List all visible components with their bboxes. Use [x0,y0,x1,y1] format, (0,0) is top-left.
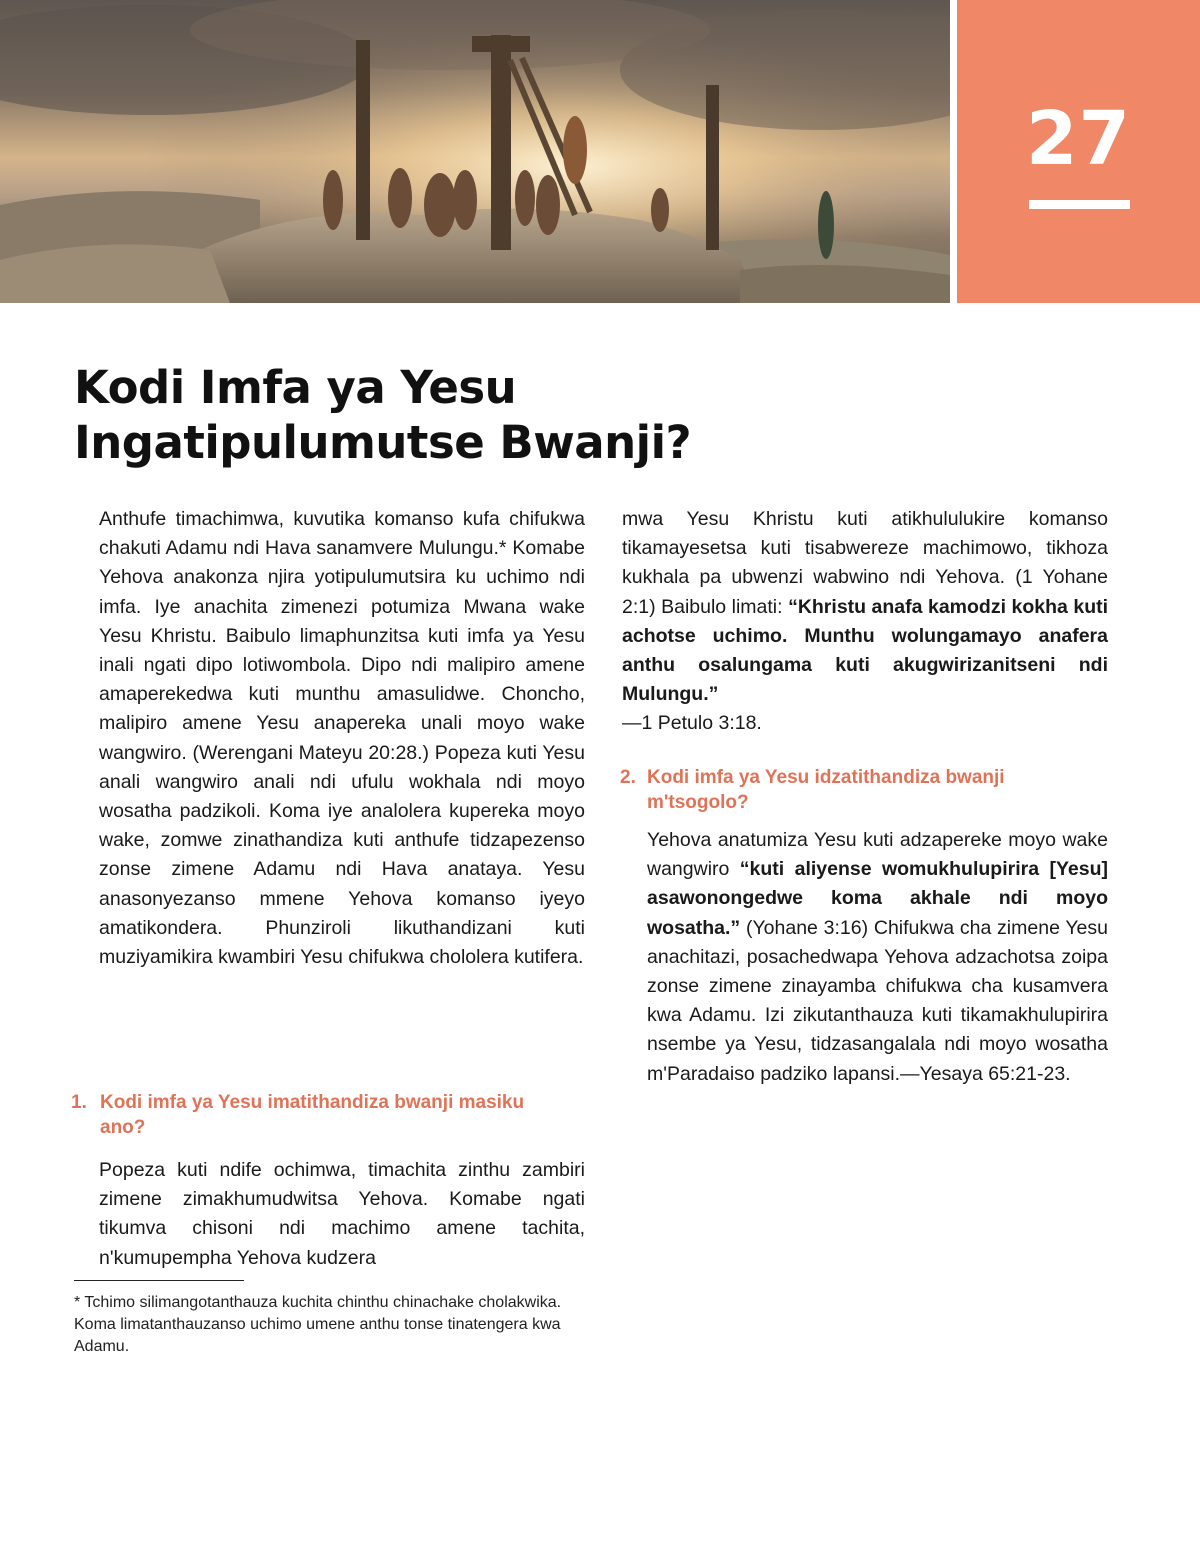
section-2-answer-after: (Yohane 3:16) Chifukwa cha zimene Yesu anachitazi, posachedwapa Yehova adzachotsa zoipa zonse zimene zinayamba chifukwa cha kusamvera kwa Adamu. Izi zikutanthauza kuti tikamakhulupirira nsembe ya Yesu, tidzasangalala ndi moyo wosatha m'Paradaiso padziko lapansi.—Yesaya 65:21-23. [647,916,1108,1085]
title-line-1: Kodi Imfa ya Yesu [74,361,517,414]
section-2-answer [647,826,1108,1089]
footnote: * Tchimo silimangotanthauza kuchita chinthu chinachake cholakwika. Koma limatanthauzanso uchimo umene anthu tonse tinatengera kwa Adamu. [74,1294,562,1355]
intro-paragraph: Anthufe timachimwa, kuvutika komanso kufa chifukwa chakuti Adamu ndi Hava sanamvere Mulungu.* Komabe Yehova anakonza njira yotipulumutsira ku uchimo ndi imfa. Iye anachita zimenezi potumiza Mwana wake Yesu Khristu. Baibulo limaphunzitsa kuti imfa ya Yesu inali ngati dipo lotiwombola. Dipo ndi malipiro amene amaperekedwa kuti munthu amasulidwe. Choncho, malipiro amene Yesu anapereka unali moyo wake wangwiro. (Werengani Mateyu 20:28.) Popeza kuti Yesu anali wangwiro anali ndi ufulu wokhala ndi moyo wosatha padzikoli. Koma iye analolera kupereka moyo wake, zomwe zinathandiza kuti anthufe tidzapezenso zonse zimene Adamu ndi Hava anataya. Yesu anasonyezanso mmene Yehova komanso iyeyo amatikondera. Phunziroli likuthandizani kuti muziyamikira kwambiri Yesu chifukwa chololera kutifera. [99,508,585,969]
section-1-question [71,1090,541,1140]
section-1-answer-part-2: mwa Yesu Khristu kuti atikhululukire komanso tikamayesetsa kuti tisabwereze machimowo, tikhoza kukhala pa ubwenzi wabwino ndi Yehova. (1 Yohane 2:1) Baibulo limati: [622,508,1108,618]
section-1-number: 1. [71,1092,87,1113]
section-1-answer-text: Popeza kuti ndife ochimwa, timachita zinthu zambiri zimene zimakhumudwitsa Yehova. Komabe ngati tikumva chisoni ndi machimo amene tachita, n'kumupempha Yehova kudzera [99,1159,585,1269]
section-2-number: 2. [620,767,636,788]
section-1-answer-part-1 [99,1156,585,1273]
section-1-citation: —1 Petulo 3:18. [622,712,762,735]
section-1-answer-continuation [622,505,1108,739]
section-2-answer-before: Yehova anatumiza Yesu kuti adzapereke moyo wake wangwiro [647,829,1108,881]
title-line-2: Ingatipulumutse Bwanji? [74,416,692,469]
section-1-question-text: Kodi imfa ya Yesu imatithandiza bwanji masiku ano? [100,1092,525,1138]
lesson-number-box [957,0,1200,303]
section-2-answer-text [647,826,1108,1089]
lesson-number: 27 [1026,96,1131,182]
lesson-number-underline [1029,200,1130,209]
left-column [99,505,585,972]
hero-illustration [0,0,950,303]
section-2-question [620,765,1060,815]
section-1-scripture-quote: “Khristu anafa kamodzi kokha kuti achotse uchimo. Munthu wolungamayo anafera anthu osalungama kuti akugwirizanitseni ndi Mulungu.” [622,595,1109,706]
page-title [74,360,874,470]
crucifixion-scene-image [0,0,950,303]
right-column [622,505,1108,739]
section-2-question-text: Kodi imfa ya Yesu idzatithandiza bwanji m'tsogolo? [647,767,1005,813]
footnote-divider [74,1280,244,1281]
section-2-scripture-quote: “kuti aliyense womukhulupirira [Yesu] asawonongedwe koma akhale ndi moyo wosatha.” [647,858,1108,939]
